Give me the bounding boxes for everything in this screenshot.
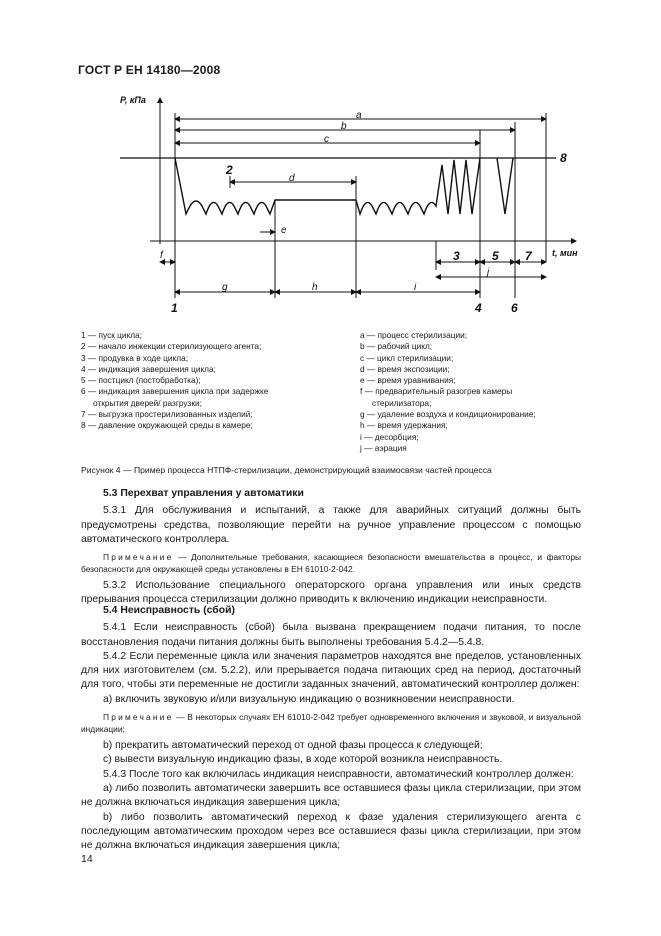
- figure-caption: Рисунок 4 — Пример процесса НТПФ-стерилизации, демонстрирующий взаимосвязи частей процесса: [81, 465, 492, 475]
- svg-text:e: e: [281, 225, 287, 236]
- legend-right: a — процесс стерилизации; b — рабочий цикл; c — цикл стерилизации; d — время экспозиции; e — время уравнивания; f — предварительный разогрев камеры стерилизатора; g — удаление воздуха и кондиционирование; h — время удержания; i — десорбция; j — аэрация: [360, 330, 536, 453]
- legend-left: 1 — пуск цикла; 2 — начало инжекции стерилизующего агента; 3 — продувка в ходе цикла; 4 — индикация завершения цикла; 5 — постцикл (постобработка); 6 — индикация завершения цикла при задержке открытия дверей/ разгрузки; 7 — выгрузка простерилизованных изделий; 8 — давление окружающей среды в камере;: [81, 330, 269, 431]
- svg-text:a: a: [356, 110, 362, 121]
- svg-text:f: f: [160, 250, 163, 261]
- svg-text:g: g: [222, 282, 228, 293]
- section-5-3: 5.3 Перехват управления у автоматики 5.3.1 Для обслуживания и испытаний, а также для аварийных ситуаций должны быть предусмотрены средства, позволяющие перейти на ручное управление процессом с помощью автоматического контроллера. Примечание — Дополнительные требования, касающиеся безопасности вмешательства в процесс, и факторы безопасности для окружающей среды установлены в ЕН 61010-2-042. 5.3.2 Использование специального операторского органа управления или иных средств прерывания процесса стерилизации должно приводить к включению индикации неисправности.: [81, 488, 581, 606]
- svg-text:6: 6: [511, 301, 518, 315]
- svg-text:3: 3: [453, 249, 460, 263]
- page-header: ГОСТ Р ЕН 14180—2008: [78, 63, 221, 77]
- heading-5-4: 5.4 Неисправность (сбой): [103, 605, 235, 616]
- x-axis-label: t, мин: [552, 248, 578, 258]
- svg-text:4: 4: [475, 301, 482, 315]
- svg-text:7: 7: [525, 249, 532, 263]
- svg-text:d: d: [289, 173, 295, 184]
- svg-text:b: b: [341, 121, 347, 132]
- process-diagram: [0, 0, 661, 330]
- page-number: 14: [81, 853, 93, 865]
- section-5-4: 5.4 Неисправность (сбой) 5.4.1 Если неисправность (сбой) была вызвана прекращением подачи питания, то после восстановления подачи питания должны быть выполнены требования 5.4.2—5.4.8. 5.4.2 Если переменные цикла или значения параметров находятся вне пределов, установленных для них изготовителем (см. 5.2.2), или прерывается подача питающих сред на период, достаточный для того, чтобы эти переменные не достигли заданных значений, автоматический контроллер должен: a) включить звуковую и/или визуальную индикацию о возникновении неисправности. Примечание — В некоторых случаях ЕН 61010-2-042 требует одновременного включения и звуковой, и визуальной индикации; b) прекратить автоматический переход от одной фазы процесса к следующей; c) вывести визуальную индикацию фазы, в ходе которой возникла неисправность. 5.4.3 После того как включилась индикация неисправности, автоматический контроллер должен: a) либо позволить автоматически завершить все оставшиеся фазы цикла стерилизации, при этом не должна включаться индикация завершения цикла; b) либо позволить автоматический переход к фазе удаления стерилизующего агента с последующим автоматическим проходом через все оставшиеся фазы цикла стерилизации, при этом не должна включаться индикация завершения цикла;: [81, 605, 581, 852]
- svg-text:2: 2: [226, 163, 233, 177]
- svg-text:h: h: [312, 282, 318, 293]
- svg-text:i: i: [414, 282, 417, 293]
- svg-text:j: j: [487, 267, 490, 278]
- svg-text:5: 5: [492, 249, 499, 263]
- pressure-curve: [175, 158, 480, 214]
- svg-text:c: c: [324, 134, 329, 145]
- svg-text:1: 1: [171, 301, 178, 315]
- svg-text:8: 8: [560, 151, 567, 165]
- y-axis-label: P, кПа: [120, 95, 146, 105]
- heading-5-3: 5.3 Перехват управления у автоматики: [103, 488, 304, 499]
